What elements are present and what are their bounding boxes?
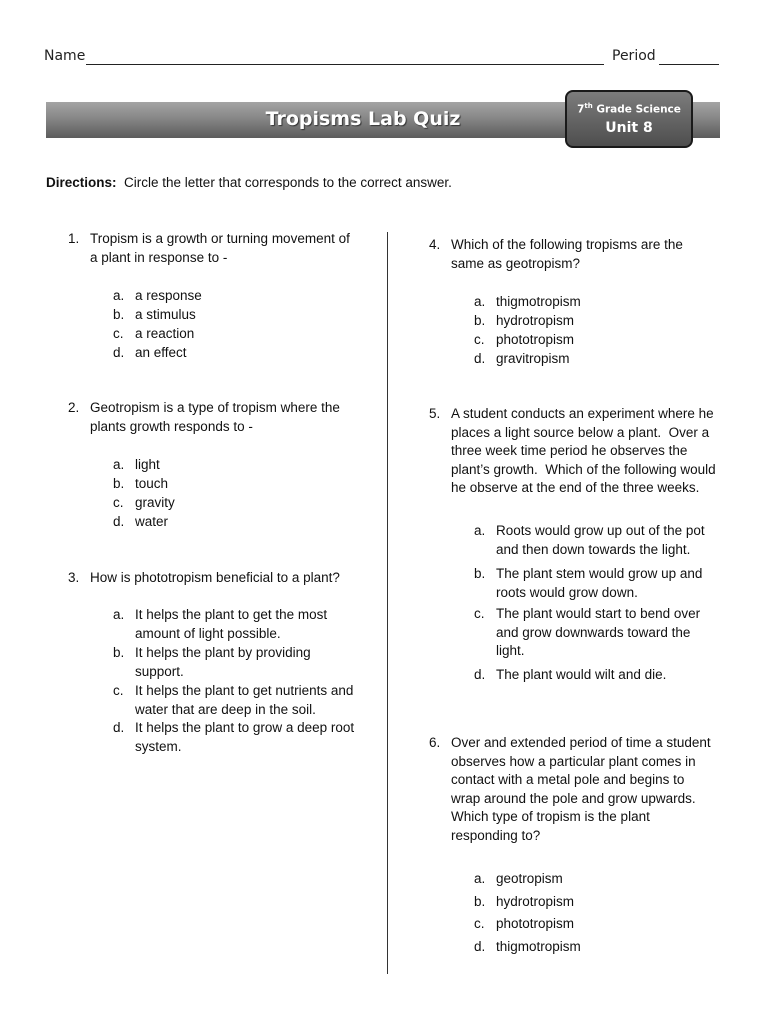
option-text-line: and then down towards the light. [496, 541, 691, 557]
name-blank-line[interactable] [86, 64, 604, 65]
directions-label: Directions: [46, 175, 117, 190]
option-text-line: The plant would start to bend over [496, 606, 701, 621]
option-text-line: geotropism [496, 871, 563, 886]
question-stem-line: A student conducts an experiment where he [451, 406, 714, 421]
option-letter[interactable]: b. [474, 894, 486, 909]
option-text-line: roots would grow down. [496, 584, 638, 600]
option-letter[interactable]: b. [474, 566, 486, 581]
question-stem-line: plant’s growth. Which of the following would [451, 461, 716, 477]
option-letter[interactable]: d. [113, 345, 125, 360]
question-stem-line: places a light source below a plant. Over a [451, 424, 710, 440]
question-stem-line: same as geotropism? [451, 255, 581, 271]
question-number: 6. [429, 735, 441, 750]
option-letter[interactable]: a. [113, 288, 125, 303]
option-text-line: a reaction [135, 326, 195, 341]
question-stem-line: Which of the following tropisms are the [451, 237, 683, 252]
option-text-line: Roots would grow up out of the pot [496, 523, 705, 538]
option-text-line: gravitropism [496, 351, 570, 366]
column-divider [387, 232, 388, 974]
question-stem-line: Which type of tropism is the plant [451, 809, 650, 825]
grade-label: 7th Grade Science [577, 102, 681, 116]
option-text-line: water [135, 514, 169, 529]
period-blank-line[interactable] [659, 64, 719, 65]
unit-badge [565, 90, 693, 148]
option-letter[interactable]: c. [113, 495, 124, 510]
question-stem-line: Over and extended period of time a student [451, 735, 711, 750]
question-stem-line: he observe at the end of the three weeks. [451, 480, 700, 496]
question-stem-line: Geotropism is a type of tropism where the [90, 400, 340, 415]
option-text-line: light. [496, 643, 525, 659]
question-stem-line: plants growth responds to - [90, 418, 253, 434]
question-number: 4. [429, 237, 441, 252]
option-text-line: amount of light possible. [135, 625, 281, 641]
question-stem-line: a plant in response to - [90, 249, 228, 265]
option-text-line: It helps the plant by providing [135, 645, 311, 660]
question-stem-line: responding to? [451, 828, 541, 843]
option-text-line: a stimulus [135, 307, 196, 322]
option-letter[interactable]: b. [113, 476, 125, 491]
option-text-line: an effect [135, 345, 187, 360]
unit-label: Unit 8 [605, 120, 653, 136]
option-letter[interactable]: b. [113, 307, 125, 322]
question-stem-line: contact with a metal pole and begins to [451, 772, 685, 788]
option-letter[interactable]: c. [474, 606, 485, 621]
quiz-title: Tropisms Lab Quiz [265, 108, 461, 130]
option-letter[interactable]: d. [474, 351, 486, 366]
question-number: 2. [68, 400, 80, 415]
option-text-line: phototropism [496, 332, 575, 347]
period-label: Period [612, 48, 656, 64]
option-letter[interactable]: b. [474, 313, 486, 328]
option-text-line: The plant stem would grow up and [496, 566, 703, 581]
name-label: Name [44, 48, 86, 64]
option-text-line: support. [135, 663, 184, 679]
option-letter[interactable]: a. [113, 607, 125, 622]
option-text-line: thigmotropism [496, 939, 581, 954]
option-text-line: It helps the plant to grow a deep root [135, 720, 355, 735]
option-letter[interactable]: c. [474, 332, 485, 347]
option-letter[interactable]: d. [474, 939, 486, 954]
option-text-line: hydrotropism [496, 313, 575, 328]
option-letter[interactable]: c. [113, 683, 124, 698]
option-text-line: light [135, 457, 160, 472]
question-stem-line: Tropism is a growth or turning movement of [90, 231, 350, 246]
option-text-line: phototropism [496, 916, 575, 931]
question-number: 1. [68, 231, 80, 246]
option-text-line: system. [135, 738, 182, 754]
option-letter[interactable]: a. [474, 523, 486, 538]
option-letter[interactable]: d. [474, 667, 486, 682]
option-letter[interactable]: d. [113, 514, 125, 529]
option-letter[interactable]: b. [113, 645, 125, 660]
question-stem-line: three week time period he observes the [451, 443, 688, 459]
option-letter[interactable]: a. [474, 871, 486, 886]
option-text-line: gravity [135, 495, 175, 510]
option-text-line: thigmotropism [496, 294, 581, 309]
option-text-line: a response [135, 288, 202, 303]
option-text-line: touch [135, 476, 169, 491]
option-text-line: water that are deep in the soil. [135, 701, 316, 717]
option-letter[interactable]: c. [113, 326, 124, 341]
option-text-line: hydrotropism [496, 894, 575, 909]
directions-text: Circle the letter that corresponds to the correct answer. [124, 175, 452, 190]
option-text-line: It helps the plant to get nutrients and [135, 683, 354, 698]
question-stem-line: wrap around the pole and grow upwards. [451, 790, 696, 806]
option-letter[interactable]: a. [113, 457, 125, 472]
option-letter[interactable]: a. [474, 294, 486, 309]
question-stem-line: observes how a particular plant comes in [451, 753, 696, 769]
directions [46, 175, 452, 190]
question-number: 3. [68, 570, 80, 585]
option-text-line: It helps the plant to get the most [135, 607, 328, 622]
option-letter[interactable]: d. [113, 720, 125, 735]
option-text-line: The plant would wilt and die. [496, 667, 667, 682]
option-letter[interactable]: c. [474, 916, 485, 931]
option-text-line: and grow downwards toward the [496, 624, 691, 640]
question-stem-line: How is phototropism beneficial to a plant? [90, 570, 340, 585]
question-number: 5. [429, 406, 441, 421]
